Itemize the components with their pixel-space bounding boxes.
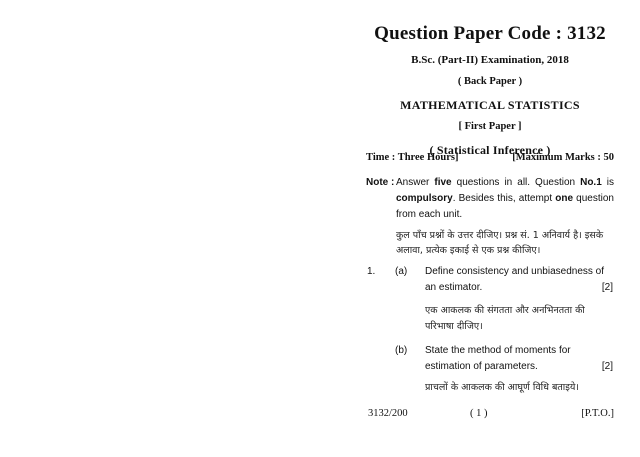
question-part-hindi: एक आकलक की संगतता और अनभिनतता की परिभाषा दीजिए। [425, 305, 585, 332]
question-part-label: (a) [395, 266, 408, 277]
note-emphasis: five [434, 177, 452, 188]
question-text: Define consistency and unbiasedness of an estimator. [425, 266, 605, 293]
pto-label: [P.T.O.] [581, 408, 614, 419]
note-emphasis: compulsory [396, 193, 453, 204]
instructions-note [366, 175, 614, 223]
question-number: 1. [367, 266, 376, 277]
note-body [396, 175, 614, 223]
time-allowed: Time : Three Hours] [366, 152, 459, 163]
time-marks-row [366, 152, 614, 166]
note-text: questions in all. Question [451, 177, 581, 188]
question-marks: [2] [601, 361, 613, 372]
exam-name: B.Sc. (Part-II) Examination, 2018 [411, 54, 569, 66]
topic-title: ( Statistical Inference ) [429, 143, 551, 157]
note-emphasis: one [555, 193, 574, 204]
paper-code-title: Question Paper Code : 3132 [374, 23, 606, 44]
note-label: Note : [366, 177, 395, 188]
question-part-text [425, 343, 613, 375]
note-text: is [601, 177, 615, 188]
question-part-hindi: प्राचलों के आकलक की आघूर्ण विधि बताइये। [425, 382, 580, 393]
page-number: ( 1 ) [470, 408, 488, 419]
note-emphasis: No.1 [580, 177, 602, 188]
page-footer [366, 408, 614, 422]
maximum-marks: [Maximum Marks : 50 [512, 152, 614, 163]
question-part-text [425, 264, 613, 296]
paper-code-footer: 3132/200 [368, 408, 408, 419]
question-marks: [2] [601, 282, 613, 293]
question-part-label: (b) [395, 345, 408, 356]
note-text: question from each unit. [396, 193, 614, 220]
paper-number: [ First Paper ] [458, 121, 522, 132]
note-hindi: कुल पाँच प्रश्नों के उत्तर दीजिए। प्रश्न सं. 1 अनिवार्य है। इसके अलावा, प्रत्येक इकाई से एक प्रश्न कीजिए। [396, 230, 604, 256]
subject-title: MATHEMATICAL STATISTICS [400, 98, 580, 112]
paper-type: ( Back Paper ) [457, 76, 523, 87]
question-text: State the method of moments for estimation of parameters. [425, 345, 571, 372]
exam-page [366, 0, 614, 457]
note-text: . Besides this, attempt [452, 193, 556, 204]
note-text: Answer [396, 177, 435, 188]
